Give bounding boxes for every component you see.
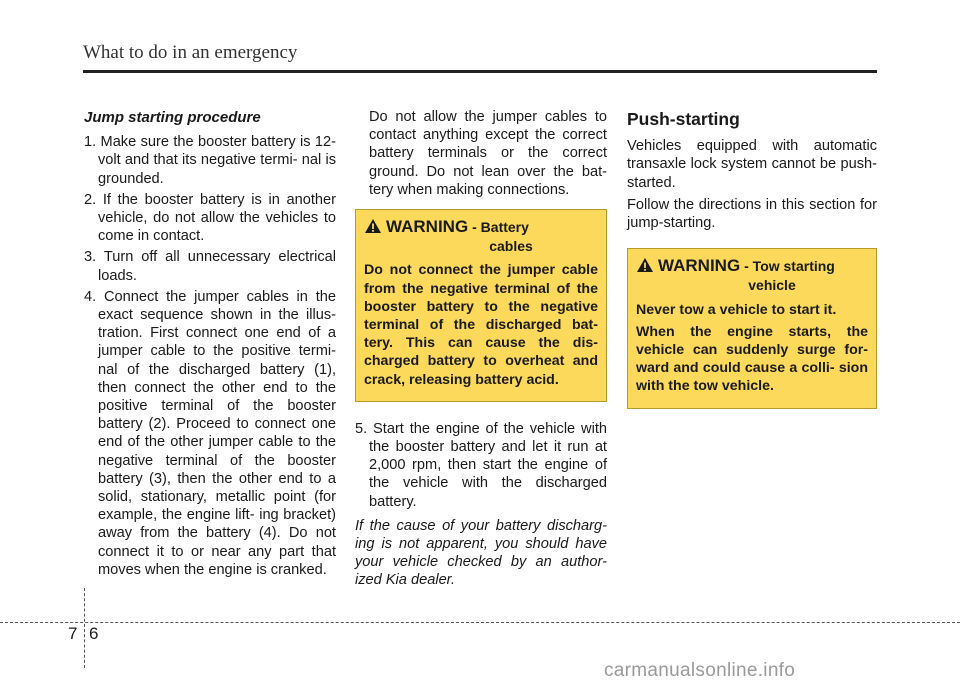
- warning-box-battery-cables: [355, 209, 607, 402]
- warning-subtitle: - Tow starting: [744, 258, 835, 275]
- warning-subtitle-line2: vehicle: [748, 277, 796, 294]
- warning-heading: [364, 218, 598, 255]
- warning-subtitle-line2: cables: [489, 238, 533, 255]
- jump-starting-steps: [84, 133, 336, 579]
- jumper-cable-caution: Do not allow the jumper cables to contact anything except the correct battery terminals or the correct ground. Do not lean over the bat- tery when making connections.: [369, 109, 607, 198]
- push-starting-para-2: Follow the directions in this section for jump-starting.: [627, 196, 877, 232]
- warning-text: Do not connect the jumper cable from the negative terminal of the booster battery to the negative terminal of the discharged bat- tery. This can cause the dis- charged battery to overheat and crack, releasing battery acid.: [364, 262, 598, 388]
- warning-text-1: Never tow a vehicle to start it.: [636, 301, 837, 318]
- warning-triangle-icon: [636, 257, 654, 273]
- watermark: carmanualsonline.info: [604, 660, 796, 681]
- chapter-number: 7: [68, 624, 78, 643]
- warning-word: WARNING: [386, 217, 469, 237]
- page-number: 6: [89, 624, 99, 643]
- warning-triangle-icon: [364, 218, 382, 234]
- footer-vertical-divider: [84, 588, 85, 668]
- jump-starting-heading: Jump starting procedure: [84, 109, 261, 126]
- step-item: 4. Connect the jumper cables in the exact sequence shown in the illus- tration. First connect one end of a jumper cable to the positive termi- nal of the discharged battery (1), then connect the other end to the positive terminal of the booster battery (2). Proceed to connect one end of the other jumper cable to the negative terminal of the booster battery (3), then the other end to a solid, stationary, metallic point (for example, the engine lift- ing bracket) away from the battery (4). Do not connect it to or near any part that moves when the engine is cranked.: [84, 288, 336, 578]
- push-starting-para-1: Vehicles equipped with automatic transaxle lock system cannot be push-started.: [627, 138, 877, 191]
- warning-text-2: When the engine starts, the vehicle can suddenly surge for- ward and could cause a colli- sion with the tow vehicle.: [636, 323, 868, 395]
- step-5: 5. Start the engine of the vehicle with the booster battery and let it run at 2,000 rpm, then start the engine of the vehicle with the discharged battery.: [355, 420, 607, 510]
- column-middle: [355, 108, 607, 590]
- step-item: 1. Make sure the booster battery is 12-volt and that its negative termi- nal is grounded.: [84, 134, 336, 187]
- dealer-note: If the cause of your battery discharg- ing is not apparent, you should have your vehicle checked by an author- ized Kia dealer.: [355, 517, 607, 589]
- step-item: 2. If the booster battery is in another vehicle, do not allow the vehicles to come in contact.: [84, 191, 336, 245]
- column-push-starting: [627, 108, 877, 409]
- footer-divider: [0, 622, 960, 623]
- step-item: 3. Turn off all unnecessary electrical loads.: [84, 249, 336, 284]
- warning-subtitle: - Battery: [472, 219, 529, 236]
- header-rule: [83, 70, 877, 73]
- warning-box-tow-starting: [627, 248, 877, 408]
- warning-heading: [636, 257, 868, 294]
- warning-word: WARNING: [658, 256, 741, 276]
- column-jump-starting: [84, 108, 336, 582]
- push-starting-heading: Push-starting: [627, 109, 740, 129]
- page-header-title: What to do in an emergency: [83, 42, 298, 63]
